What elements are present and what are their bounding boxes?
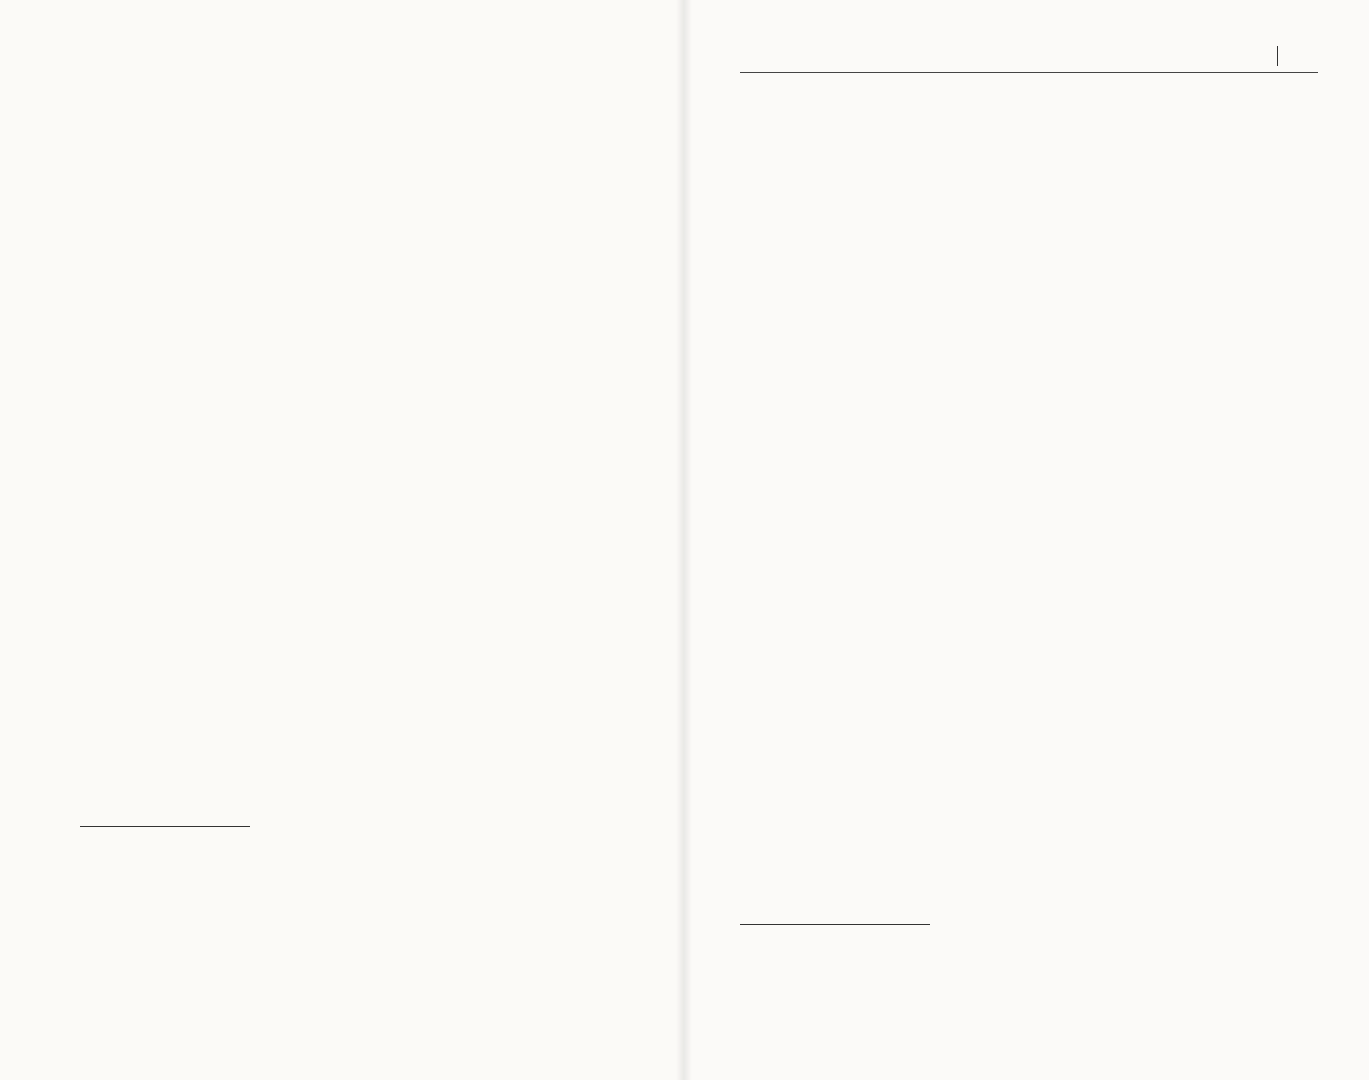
- right-page: [684, 0, 1369, 1080]
- book-gutter: [676, 0, 692, 1080]
- header-rule: [740, 72, 1318, 73]
- left-footnotes: [80, 834, 623, 836]
- left-page: [0, 0, 684, 1080]
- footnote-divider: [80, 826, 250, 827]
- section-title: [80, 386, 560, 410]
- right-footnotes: [740, 933, 1313, 935]
- running-head-separator: [1277, 46, 1278, 66]
- footnote-divider: [740, 924, 930, 925]
